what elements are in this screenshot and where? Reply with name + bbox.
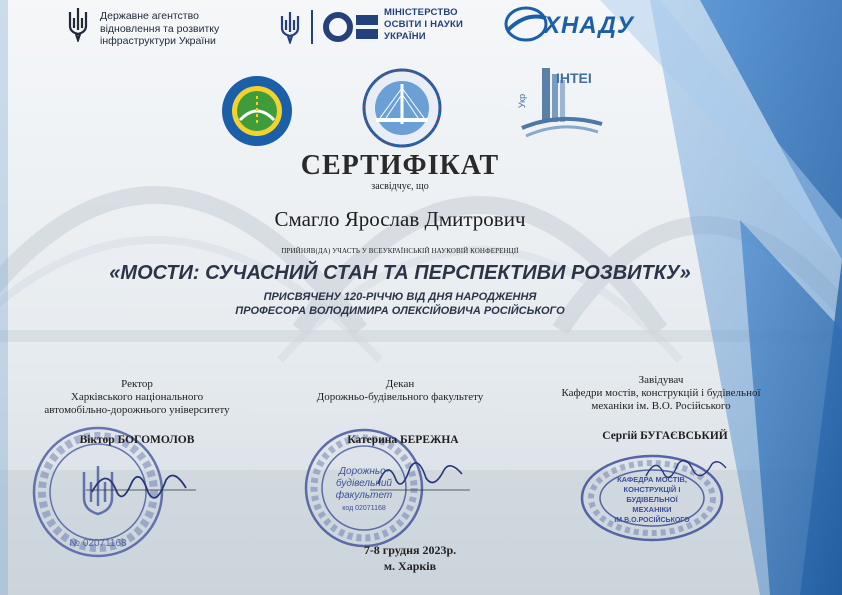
khnadu-globe-icon [504, 6, 548, 42]
dean-stamp-code: код 02071168 [342, 505, 386, 512]
dean-stamp-line-2: будівельний [336, 478, 392, 489]
dept-stamp-line-2: КОНСТРУКЦІЙ І [623, 485, 681, 494]
head-title [538, 374, 784, 413]
conference-title: «МОСТИ: СУЧАСНИЙ СТАН ТА ПЕРСПЕКТИВИ РОЗВИТКУ» [109, 262, 691, 284]
ukrintei-prefix: Укр [517, 93, 528, 109]
head-signature [640, 450, 730, 490]
certifies-text: засвідчує, що [371, 181, 429, 192]
dept-stamp-line-3: БУДІВЕЛЬНОЇ [626, 495, 678, 504]
ministry-name [384, 7, 494, 43]
ministry-trident-icon [278, 10, 302, 44]
head-name: Сергій БУГАЄВСЬКИЙ [602, 430, 728, 442]
dean-name: Катерина БЕРЕЖНА [347, 434, 459, 446]
head-line-1: Завідувач [638, 374, 684, 386]
rector-name: Віктор БОГОМОЛОВ [79, 434, 195, 446]
khnadu-logo-text: ХНАДУ [544, 12, 635, 39]
agency-line-2: відновлення та розвитку [100, 22, 220, 35]
ukrintei-label: ІНТЕІ [556, 70, 592, 86]
dean-stamp-line-3: факультет [335, 490, 393, 501]
dept-stamp-line-5: ІМ.В.О.РОСІЙСЬКОГО [614, 517, 690, 524]
bridges-department-logo [362, 68, 442, 148]
agency-line-3: інфраструктури України [100, 35, 216, 47]
rector-line-3: автомобільно-дорожнього університету [44, 404, 230, 416]
ministry-line-3: УКРАЇНИ [384, 31, 426, 42]
rector-line-1: Ректор [121, 378, 153, 390]
dean-line-1: Декан [385, 378, 415, 390]
rector-signature [86, 462, 196, 512]
ministry-logo-icon [322, 11, 382, 43]
rector-stamp-code: № 02071168 [69, 538, 127, 549]
dept-stamp-line-1: КАФЕДРА МОСТІВ, [617, 475, 687, 484]
dean-signature [370, 450, 470, 500]
dedication-line-1: ПРИСВЯЧЕНУ 120-РІЧЧЮ ВІД ДНЯ НАРОДЖЕННЯ [263, 291, 537, 303]
dean-line-2: Дорожньо-будівельного факультету [316, 391, 484, 403]
dedication-line-2: ПРОФЕСОРА ВОЛОДИМИРА ОЛЕКСІЙОВИЧА РОСІЙСЬКОГО [235, 305, 565, 317]
rector-title [30, 378, 244, 417]
agency-name [100, 10, 260, 48]
head-line-2: Кафедри мостів, конструкцій і будівельної [561, 387, 761, 399]
agency-line-1: Державне агентство [100, 10, 199, 22]
ministry-line-1: МІНІСТЕРСТВО [384, 7, 458, 18]
certificate-title: СЕРТИФІКАТ [300, 150, 500, 181]
road-department-logo [220, 74, 294, 148]
ministry-line-2: ОСВІТИ І НАУКИ [384, 19, 463, 30]
participation-text: ПРИЙНЯВ(ДА) УЧАСТЬ У ВСЕУКРАЇНСЬКІЙ НАУКОВІЙ КОНФЕРЕНЦІЇ [281, 247, 519, 255]
rector-line-2: Харківського національного [70, 391, 204, 403]
dept-stamp-line-4: МЕХАНІКИ [632, 505, 672, 514]
header-divider [311, 10, 313, 44]
trident-icon [66, 6, 90, 42]
head-line-3: механіки ім. В.О. Російського [591, 400, 731, 412]
event-city: м. Харків [383, 559, 437, 573]
dean-title [300, 378, 500, 404]
dean-stamp-line-1: Дорожньо- [338, 466, 390, 477]
recipient-name: Смагло Ярослав Дмитрович [274, 207, 526, 231]
event-date: 7-8 грудня 2023р. [363, 543, 457, 557]
